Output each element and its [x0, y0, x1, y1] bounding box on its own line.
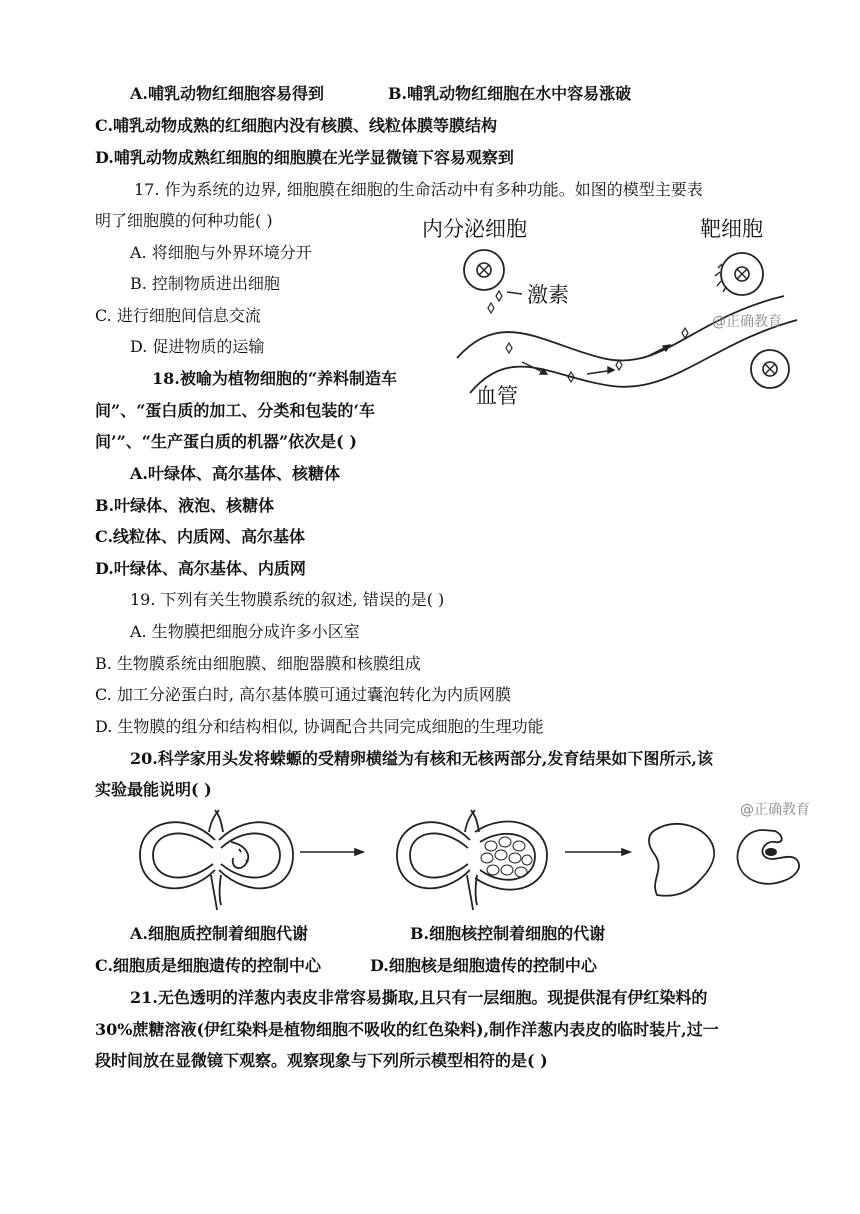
q16-option-d: D.哺乳动物成熟红细胞的细胞膜在光学显微镜下容易观察到	[95, 148, 514, 167]
q19-option-b: B. 生物膜系统由细胞膜、细胞器膜和核膜组成	[95, 654, 421, 673]
q17-option-a: A. 将细胞与外界环境分开	[130, 243, 312, 262]
q21-stem-line-3: 段时间放在显微镜下观察。观察现象与下列所示模型相符的是( )	[95, 1051, 548, 1070]
target-cell	[715, 253, 763, 295]
arrow-2	[565, 849, 630, 855]
q21-stem-line-2: 30%蔗糖溶液(伊红染料是植物细胞不吸收的红色染料),制作洋葱内表皮的临时装片,过一	[95, 1020, 719, 1039]
endocrine-cell-label: 内分泌细胞	[422, 217, 527, 241]
q16-option-c: C.哺乳动物成熟的红细胞内没有核膜、线粒体膜等膜结构	[95, 116, 498, 135]
q20-option-b: B.细胞核控制着细胞的代谢	[410, 924, 606, 943]
q20-option-d: D.细胞核是细胞遗传的控制中心	[370, 956, 597, 975]
watermark: @正确教育	[740, 802, 810, 818]
embryo-1	[649, 824, 714, 896]
q21-stem-line-1: 21.无色透明的洋葱内表皮非常容易撕取,且只有一层细胞。现提供混有伊红染料的	[130, 988, 708, 1007]
embryo-eye	[765, 848, 777, 856]
q17-option-d: D. 促进物质的运输	[130, 337, 265, 356]
watermark: @正确教育	[712, 314, 782, 330]
endocrine-cell	[464, 250, 504, 290]
hormone-signaling-figure	[412, 208, 812, 408]
q19-option-c: C. 加工分泌蛋白时, 高尔基体膜可通过囊泡转化为内质网膜	[95, 685, 512, 704]
arrow-1	[300, 849, 363, 855]
q18-option-d: D.叶绿体、高尔基体、内质网	[95, 559, 306, 578]
hormone-pointer	[507, 292, 522, 294]
flow-arrows	[522, 345, 670, 374]
hormone-label: 激素	[527, 283, 569, 307]
q19-option-a: A. 生物膜把细胞分成许多小区室	[130, 622, 360, 641]
q16-option-a: A.哺乳动物红细胞容易得到	[130, 84, 324, 103]
q18-option-c: C.线粒体、内质网、高尔基体	[95, 527, 306, 546]
q17-stem-line-2: 明了细胞膜的何种功能( )	[95, 211, 273, 230]
q18-stem-line-3: 间’”、“生产蛋白质的机器”依次是( )	[95, 432, 357, 451]
q18-stem-line-1: 18.被喻为植物细胞的“养料制造车	[152, 369, 398, 388]
q20-stem-line-1: 20.科学家用头发将蝾螈的受精卵横缢为有核和无核两部分,发育结果如下图所示,该	[130, 749, 713, 768]
vessel-label: 血管	[476, 384, 518, 408]
target-cell-label: 靶细胞	[700, 217, 763, 241]
q18-option-a: A.叶绿体、高尔基体、核糖体	[130, 464, 340, 483]
vessel-wall-lower	[470, 320, 797, 393]
blood-cell	[751, 350, 789, 388]
egg-constricted	[140, 810, 293, 910]
dividing-cells	[481, 837, 532, 877]
q16-option-b: B.哺乳动物红细胞在水中容易涨破	[388, 84, 632, 103]
q20-option-c: C.细胞质是细胞遗传的控制中心	[95, 956, 322, 975]
q18-option-b: B.叶绿体、液泡、核糖体	[95, 496, 275, 515]
q17-option-b: B. 控制物质进出细胞	[130, 274, 280, 293]
q19-stem: 19. 下列有关生物膜系统的叙述, 错误的是( )	[130, 590, 445, 609]
q18-stem-line-2: 间”、“蛋白质的加工、分类和包装的‘车	[95, 401, 375, 420]
q20-stem-line-2: 实验最能说明( )	[95, 780, 212, 799]
q17-option-c: C. 进行细胞间信息交流	[95, 306, 261, 325]
q19-option-d: D. 生物膜的组分和结构相似, 协调配合共同完成细胞的生理功能	[95, 717, 544, 736]
q20-option-a: A.细胞质控制着细胞代谢	[130, 924, 308, 943]
embryo-2	[737, 830, 799, 884]
egg-dividing	[397, 810, 547, 910]
egg-constriction-figure	[135, 800, 815, 915]
q17-stem-line-1: 17. 作为系统的边界, 细胞膜在细胞的生命活动中有多种功能。如图的模型主要表	[134, 180, 703, 199]
